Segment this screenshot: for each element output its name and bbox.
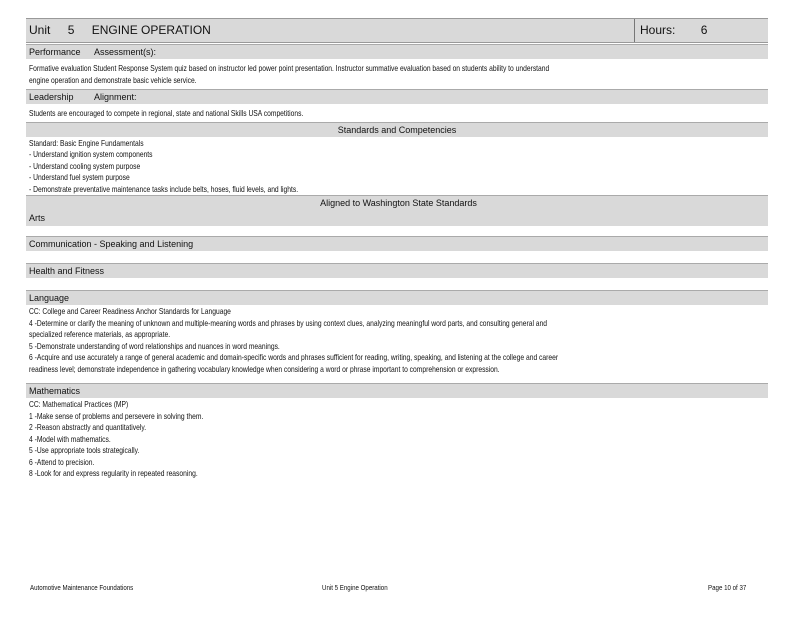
standard-line-4: - Understand fuel system purpose [29,173,130,182]
leadership-label: Leadership [29,92,74,102]
footer-course-name: Automotive Maintenance Foundations [30,583,134,592]
footer-left [30,583,156,592]
language-bar [26,290,768,305]
unit-number: 5 [67,23,75,37]
language-line-4: 6 -Acquire and use accurately a range of general academic and domain-specific words and phrases sufficient for reading, writing, speaking, and listening at the college and career [29,353,559,362]
mathematics-label: Mathematics [29,386,81,396]
performance-text [26,59,768,86]
document-page [26,18,768,480]
communication-label: Communication - Speaking and Listening [29,239,194,249]
assessment-label: Assessment(s): [94,47,157,57]
language-line-5: readiness level; demonstrate independence in gathering vocabulary knowledge when considering a word or phrase important to comprehension or expression. [29,364,500,374]
standards-heading: Standards and Competencies [337,124,457,135]
mathematics-subhead: CC: Mathematical Practices (MP) [29,400,129,409]
standards-text [26,137,768,196]
health-bar [26,263,768,278]
math-line-3: 4 -Model with mathematics. [29,434,111,444]
footer-right [708,583,755,592]
mathematics-bar [26,383,768,398]
math-line-4: 5 -Use appropriate tools strategically. [29,446,140,455]
hours-label: Hours: [640,23,676,37]
footer-page-number: Page 10 of 37 [708,583,747,592]
language-line-2: specialized reference materials, as appropriate. [29,330,171,339]
standard-line-1: Standard: Basic Engine Fundamentals [29,138,144,148]
performance-line-2: engine operation and demonstrate basic vehicle service. [29,75,197,85]
aligned-heading: Aligned to Washington State Standards [320,198,477,208]
communication-bar [26,236,768,251]
unit-title: ENGINE OPERATION [91,23,211,37]
performance-label: Performance [29,47,81,57]
unit-label: Unit [29,23,51,37]
language-label: Language [29,293,70,303]
performance-line-1: Formative evaluation Student Response System quiz based on instructor led power point presentation. Instructor summative evaluation based on students ability to understand [29,64,550,73]
leadership-text [26,104,768,120]
standard-line-2: - Understand ignition system components [29,150,153,159]
language-subhead: CC: College and Career Readiness Anchor Standards for Language [29,307,231,316]
health-label: Health and Fitness [29,266,105,276]
footer-unit-name: Unit 5 Engine Operation [322,583,388,592]
performance-bar [26,44,768,59]
alignment-label: Alignment: [94,92,137,102]
language-line-1: 4 -Determine or clarify the meaning of unknown and multiple-meaning words and phrases by using context clues, analyzing meaningful word parts, and consulting general and [29,318,548,328]
math-line-5: 6 -Attend to precision. [29,457,95,467]
leadership-line: Students are encouraged to compete in regional, state and national Skills USA competitions. [29,109,304,118]
language-text [26,305,768,375]
hours-value: 6 [700,23,708,37]
standards-bar [26,122,768,137]
standard-line-3: - Understand cooling system purpose [29,161,141,171]
leadership-bar [26,89,768,104]
hours-box [634,19,769,42]
standard-line-5: - Demonstrate preventative maintenance tasks include belts, hoses, fluid levels, and lights. [29,184,299,194]
arts-label: Arts [29,213,46,223]
aligned-bar [26,195,768,226]
unit-header [26,18,768,43]
math-line-1: 1 -Make sense of problems and persevere in solving them. [29,411,204,421]
mathematics-text [26,398,768,480]
math-line-2: 2 -Reason abstractly and quantitatively. [29,423,147,432]
math-line-6: 8 -Look for and express regularity in repeated reasoning. [29,469,198,478]
hours-line [640,23,707,37]
language-line-3: 5 -Demonstrate understanding of word relationships and nuances in word meanings. [29,341,280,351]
unit-title-line [29,23,225,37]
footer-center [322,583,402,592]
